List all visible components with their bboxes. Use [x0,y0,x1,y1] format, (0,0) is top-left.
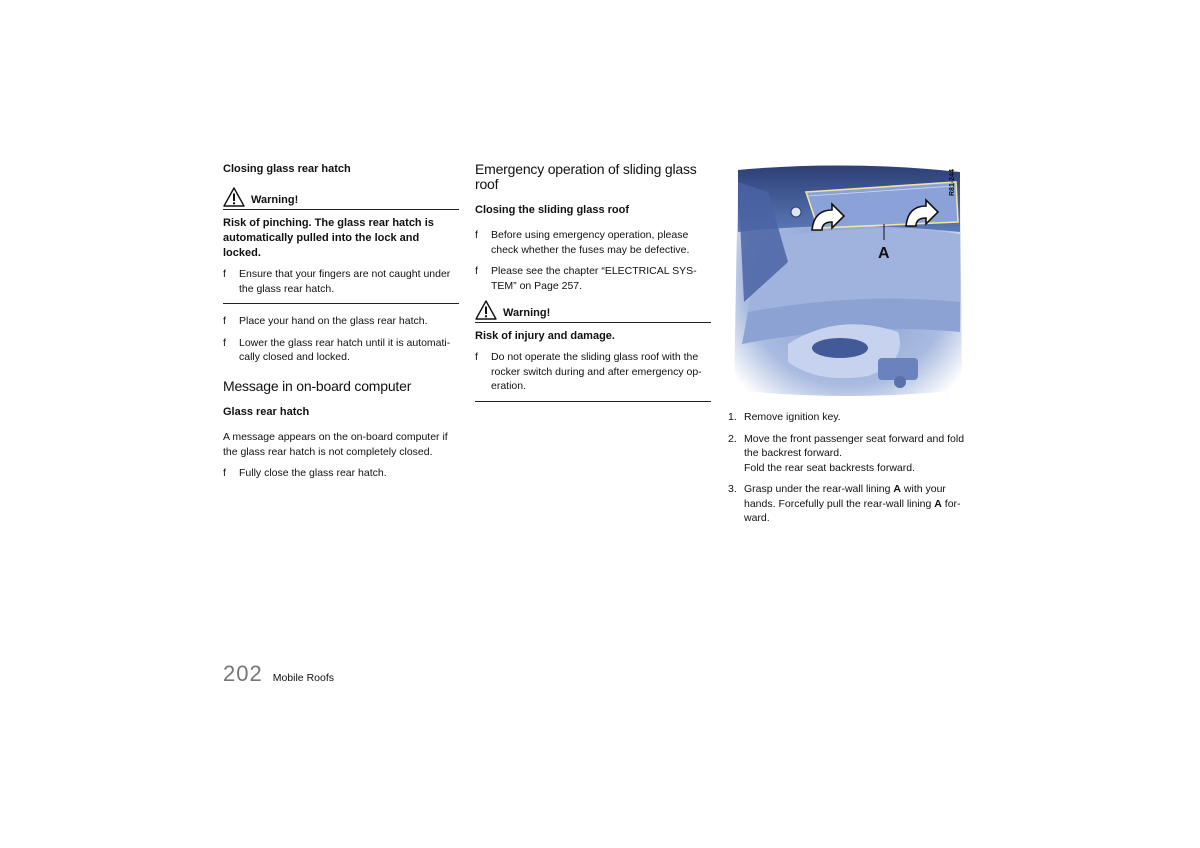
column-left [223,162,459,488]
list-item [475,228,711,257]
step-text-line: Move the front passenger seat forward and fold the backrest forward. [744,432,965,459]
warning-header [475,300,711,323]
step-item [728,432,968,476]
list-item [223,314,459,329]
bullet-mark: f [475,265,478,277]
divider [475,401,711,402]
car-interior-image [728,162,964,398]
subheading-glass-rear-hatch: Glass rear hatch [223,406,310,418]
step-number: 1. [728,411,737,423]
list-item [223,267,459,296]
divider [223,303,459,304]
bullet-mark: f [475,229,478,241]
section-title-onboard: Message in on-board computer [223,377,412,394]
bullet-text: Fully close the glass rear hatch. [239,467,387,479]
step-text [744,432,968,476]
step-number: 3. [728,483,737,495]
bullet-mark: f [223,336,226,349]
bullet-mark: f [223,315,226,327]
bullet-text: Ensure that your fingers are not caught under the glass rear hatch. [239,268,451,295]
step-item [728,410,968,425]
warning-text: Risk of pinching. The glass rear hatch is automatically pulled into the lock and locked. [223,217,434,259]
step-number: 2. [728,432,737,445]
bullet-text: Do not operate the sliding glass roof with the rocker switch during and after emergency op-eration. [491,351,702,392]
part-label-a: A [893,483,901,495]
part-label-a: A [934,497,942,510]
warning-header [223,187,459,210]
list-item [475,350,711,394]
bullet-text: Before using emergency operation, please check whether the fuses may be defective. [491,229,690,256]
step-text-part: Grasp under the rear-wall lining [744,483,894,495]
bullet-text: Please see the chapter “ELECTRICAL SYS-TEM” on Page 257. [491,265,697,292]
subheading-closing-roof: Closing the sliding glass roof [475,204,630,216]
paragraph: A message appears on the on-board computer if the glass rear hatch is not completely closed. [223,431,448,458]
list-item [223,466,459,481]
list-item [475,264,711,293]
rear-wall-illustration [728,162,964,398]
warning-label: Warning! [503,307,551,319]
warning-triangle-icon [223,187,245,207]
column-right [728,162,968,533]
heading-closing-hatch: Closing glass rear hatch [223,163,351,175]
step-text-line: Fold the rear seat backrests forward. [744,461,915,474]
step-item [728,482,968,526]
warning-triangle-icon [475,300,497,320]
figure-code: R81-244 [949,169,956,196]
footer-section-title: Mobile Roofs [272,672,334,684]
column-middle [475,162,711,412]
page-footer [223,661,334,687]
step-text-part: for-ward. [744,497,961,524]
bullet-mark: f [223,467,226,479]
step-text [744,482,968,526]
bullet-mark: f [475,351,478,363]
section-title-emergency: Emergency operation of sliding glass roof [475,161,697,192]
page-number: 202 [223,661,263,686]
bullet-text: Lower the glass rear hatch until it is automati-cally closed and locked. [239,336,451,363]
figure-label-a: A [878,245,890,262]
step-text-part: with your hands. Forcefully pull the rear-wall lining [744,483,946,510]
warning-text: Risk of injury and damage. [475,330,615,342]
bullet-mark: f [223,268,226,280]
bullet-text: Place your hand on the glass rear hatch. [239,315,428,327]
step-text: Remove ignition key. [744,411,841,423]
warning-label: Warning! [251,194,299,206]
list-item [223,336,459,365]
